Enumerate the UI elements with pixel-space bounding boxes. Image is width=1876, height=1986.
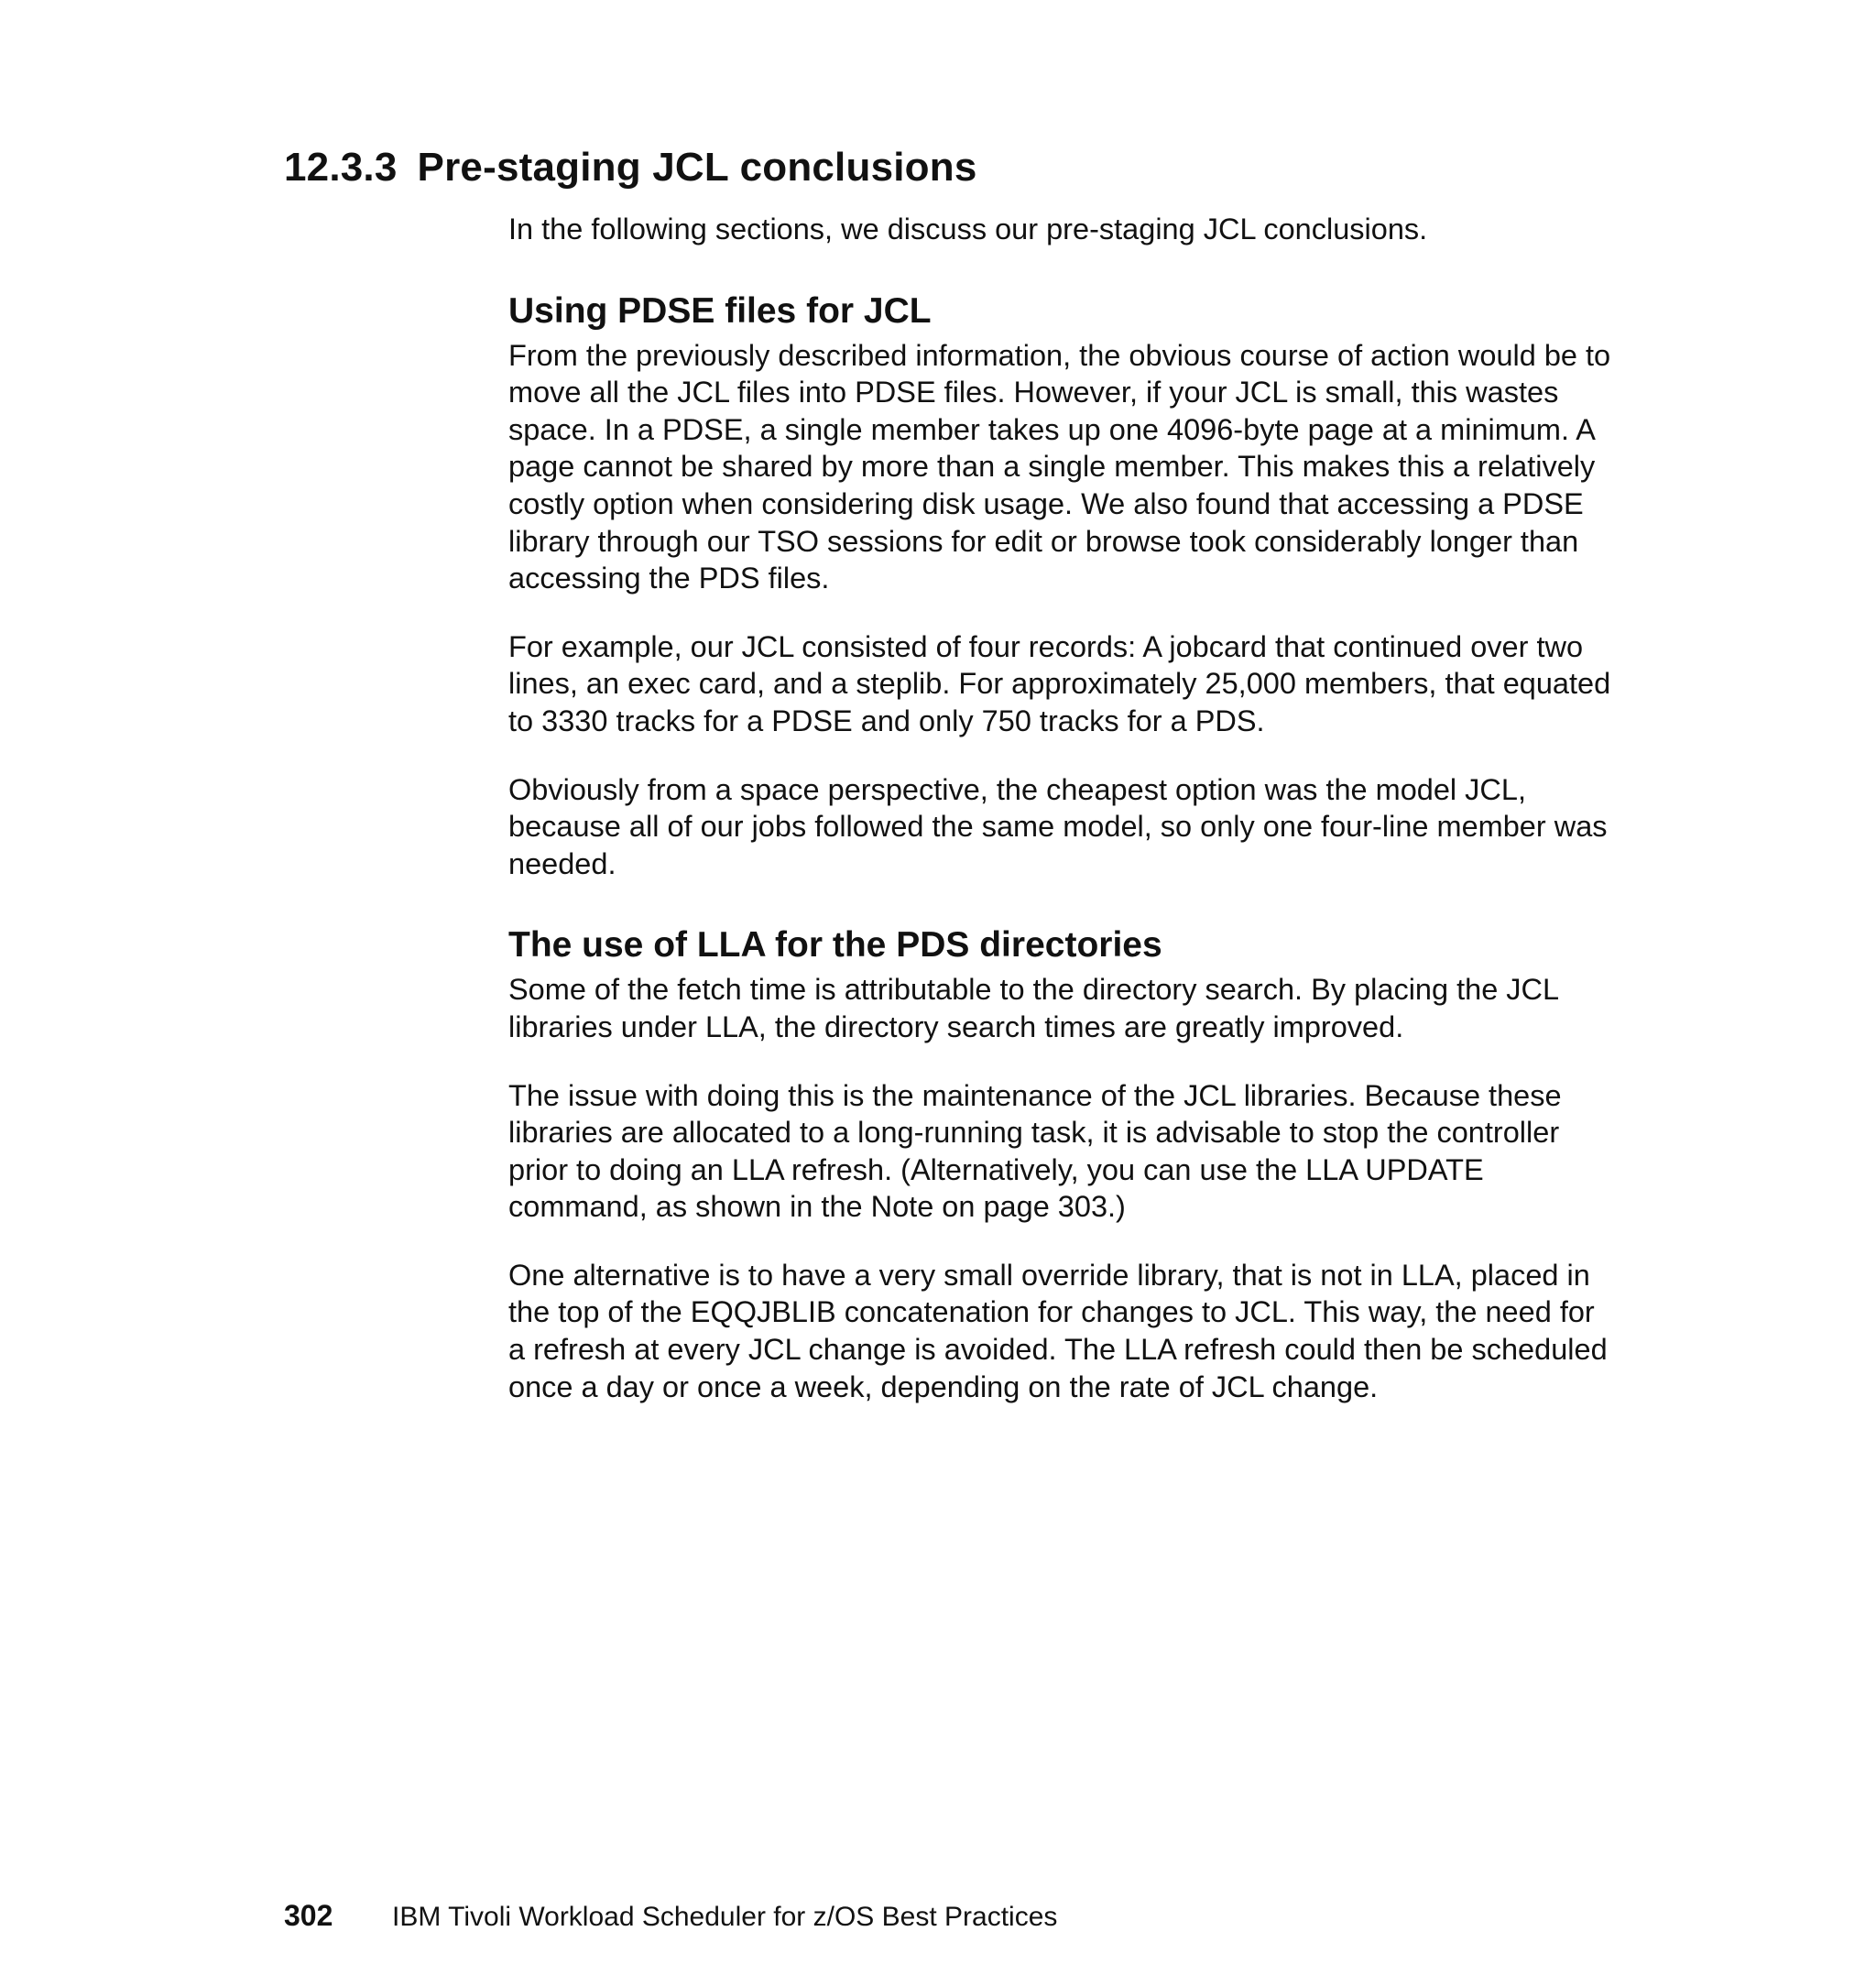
intro-paragraph: In the following sections, we discuss our pre-staging JCL conclusions. (508, 213, 1428, 246)
paragraph: Obviously from a space perspective, the cheapest option was the model JCL, because all of our jobs followed the same model, so only one four-line member was needed. (508, 772, 1608, 880)
paragraph: One alternative is to have a very small override library, that is not in LLA, placed in the top of the EQQJBLIB concatenation for changes to JCL. This way, the need for a refresh at every JCL change is avoided. The LLA refresh could then be scheduled once a day or once a week, depending on the rate of JCL change. (508, 1258, 1608, 1403)
paragraph: The issue with doing this is the maintenance of the JCL libraries. Because these libraries are allocated to a long-running task, it is advisable to stop the controller prior to doing an LLA refresh. (Alternatively, you can use the LLA UPDATE command, as shown in the Note on page 303.) (508, 1078, 1562, 1224)
subsection-heading-lla: The use of LLA for the PDS directories (508, 925, 1162, 966)
section-title: Pre-staging JCL conclusions (417, 145, 977, 190)
book-title: IBM Tivoli Workload Scheduler for z/OS Best Practices (392, 1902, 1058, 1932)
paragraph: For example, our JCL consisted of four records: A jobcard that continued over two lines, an exec card, and a steplib. For approximately 25,000 members, that equated to 3330 tracks for a PDSE and only 750 tracks for a PDS. (508, 629, 1611, 737)
page-footer (284, 1897, 1057, 1936)
page-number: 302 (284, 1899, 333, 1932)
paragraph: Some of the fetch time is attributable to the directory search. By placing the JCL libraries under LLA, the directory search times are greatly improved. (508, 973, 1558, 1043)
section-body (508, 211, 1612, 1436)
paragraph: From the previously described information, the obvious course of action would be to move all the JCL files into PDSE files. However, if your JCL is small, this wastes space. In a PDSE, a single member takes up one 4096-byte page at a minimum. A page cannot be shared by more than a single member. This makes this a relatively costly option when considering disk usage. We also found that accessing a PDSE library through our TSO sessions for edit or browse took considerably longer than accessing the PDS files. (508, 338, 1611, 595)
section-heading (284, 142, 976, 193)
section-number: 12.3.3 (284, 145, 398, 190)
subsection-heading-pdse: Using PDSE files for JCL (508, 290, 932, 331)
